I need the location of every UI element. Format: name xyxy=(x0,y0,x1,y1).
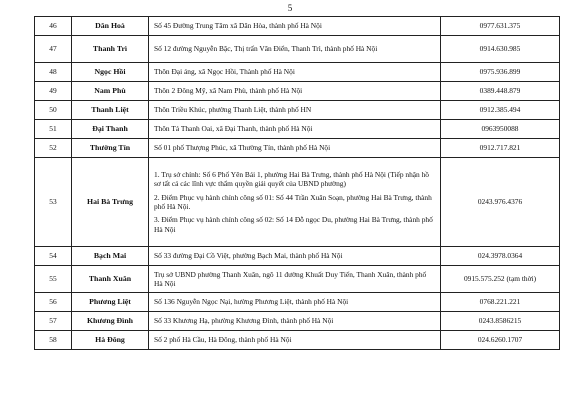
office-phone: 024.3978.0364 xyxy=(441,247,560,266)
office-address: Số 2 phố Hà Cầu, Hà Đông, thành phố Hà Nội xyxy=(149,331,441,350)
office-address: Thôn Tả Thanh Oai, xã Đại Thanh, thành phố Hà Nội xyxy=(149,120,441,139)
office-address: Số 45 Đường Trung Tâm xã Dân Hòa, thành phố Hà Nội xyxy=(149,17,441,36)
office-name: Thanh Xuân xyxy=(72,266,149,293)
office-phone: 0768.221.221 xyxy=(441,293,560,312)
office-address: Số 12 đường Nguyễn Bặc, Thị trấn Văn Điển, Thanh Trì, thành phố Hà Nội xyxy=(149,36,441,63)
row-index: 58 xyxy=(35,331,72,350)
row-index: 54 xyxy=(35,247,72,266)
table-row xyxy=(35,247,560,266)
office-name: Bạch Mai xyxy=(72,247,149,266)
office-address: Số 33 đường Đại Cồ Việt, phường Bạch Mai, thành phố Hà Nội xyxy=(149,247,441,266)
office-address: Thôn Đại áng, xã Ngọc Hồi, Thành phố Hà Nội xyxy=(149,63,441,82)
office-address: Trụ sở UBND phường Thanh Xuân, ngõ 11 đường Khuất Duy Tiến, Thanh Xuân, thành phố Hà Nội xyxy=(149,266,441,293)
table-body xyxy=(35,17,560,350)
office-phone: 0243.8586215 xyxy=(441,312,560,331)
row-index: 55 xyxy=(35,266,72,293)
office-name: Thường Tín xyxy=(72,139,149,158)
office-directory-table xyxy=(34,16,560,350)
row-index: 48 xyxy=(35,63,72,82)
table-row xyxy=(35,266,560,293)
office-name: Nam Phù xyxy=(72,82,149,101)
office-name: Hai Bà Trưng xyxy=(72,158,149,247)
office-name: Phương Liệt xyxy=(72,293,149,312)
page-number: 5 xyxy=(287,3,293,13)
office-name: Khương Đình xyxy=(72,312,149,331)
office-name: Hà Đông xyxy=(72,331,149,350)
address-service-point-1: 2. Điểm Phục vụ hành chính công số 01: Số 44 Trần Xuân Soạn, phường Hai Bà Trưng, thành phố Hà Nội. xyxy=(154,192,432,211)
row-index: 50 xyxy=(35,101,72,120)
row-index: 49 xyxy=(35,82,72,101)
office-address: Thôn 2 Đông Mỹ, xã Nam Phù, thành phố Hà Nội xyxy=(149,82,441,101)
office-phone: 0389.448.879 xyxy=(441,82,560,101)
table-row xyxy=(35,82,560,101)
table-row xyxy=(35,312,560,331)
office-phone: 0914.630.985 xyxy=(441,36,560,63)
row-index: 46 xyxy=(35,17,72,36)
table-row xyxy=(35,293,560,312)
address-main-office: 1. Trụ sở chính: Số 6 Phố Yên Bái 1, phường Hai Bà Trưng, thành phố Hà Nội (Tiếp nhận hồ sơ tất cả các lĩnh vực thẩm quyền giải quyết của UBND phường) xyxy=(154,169,429,189)
office-name: Dân Hoà xyxy=(72,17,149,36)
address-service-point-2: 3. Điểm Phục vụ hành chính công số 02: Số 14 Đỗ ngọc Du, phường Hai Bà Trưng, thành phố Hà Nội xyxy=(154,215,433,234)
office-name: Thanh Trì xyxy=(72,36,149,63)
office-name: Thanh Liệt xyxy=(72,101,149,120)
office-address: Thôn Triều Khúc, phường Thanh Liệt, thành phố HN xyxy=(149,101,441,120)
table-row xyxy=(35,101,560,120)
row-index: 47 xyxy=(35,36,72,63)
table-row xyxy=(35,139,560,158)
table-row xyxy=(35,158,560,247)
office-phone: 0912.717.821 xyxy=(441,139,560,158)
row-index: 52 xyxy=(35,139,72,158)
table-row xyxy=(35,17,560,36)
office-address: Số 01 phố Thượng Phúc, xã Thường Tín, thành phố Hà Nội xyxy=(149,139,441,158)
table-row xyxy=(35,63,560,82)
office-address: Số 136 Nguyễn Ngọc Nại, hường Phương Liệt, thành phố Hà Nội xyxy=(149,293,441,312)
office-address: Số 33 Khương Hạ, phường Khương Đình, thành phố Hà Nội xyxy=(149,312,441,331)
office-phone: 0963950088 xyxy=(441,120,560,139)
office-phone: 0912.385.494 xyxy=(441,101,560,120)
office-phone: 0977.631.375 xyxy=(441,17,560,36)
row-index: 53 xyxy=(35,158,72,247)
office-phone: 0915.575.252 (tạm thời) xyxy=(441,266,560,293)
row-index: 51 xyxy=(35,120,72,139)
row-index: 57 xyxy=(35,312,72,331)
office-phone: 0975.936.899 xyxy=(441,63,560,82)
table-row xyxy=(35,120,560,139)
office-name: Ngọc Hồi xyxy=(72,63,149,82)
office-address xyxy=(149,158,441,247)
office-name: Đại Thanh xyxy=(72,120,149,139)
table-row xyxy=(35,36,560,63)
office-phone: 024.6260.1707 xyxy=(441,331,560,350)
table-row xyxy=(35,331,560,350)
office-phone: 0243.976.4376 xyxy=(441,158,560,247)
row-index: 56 xyxy=(35,293,72,312)
